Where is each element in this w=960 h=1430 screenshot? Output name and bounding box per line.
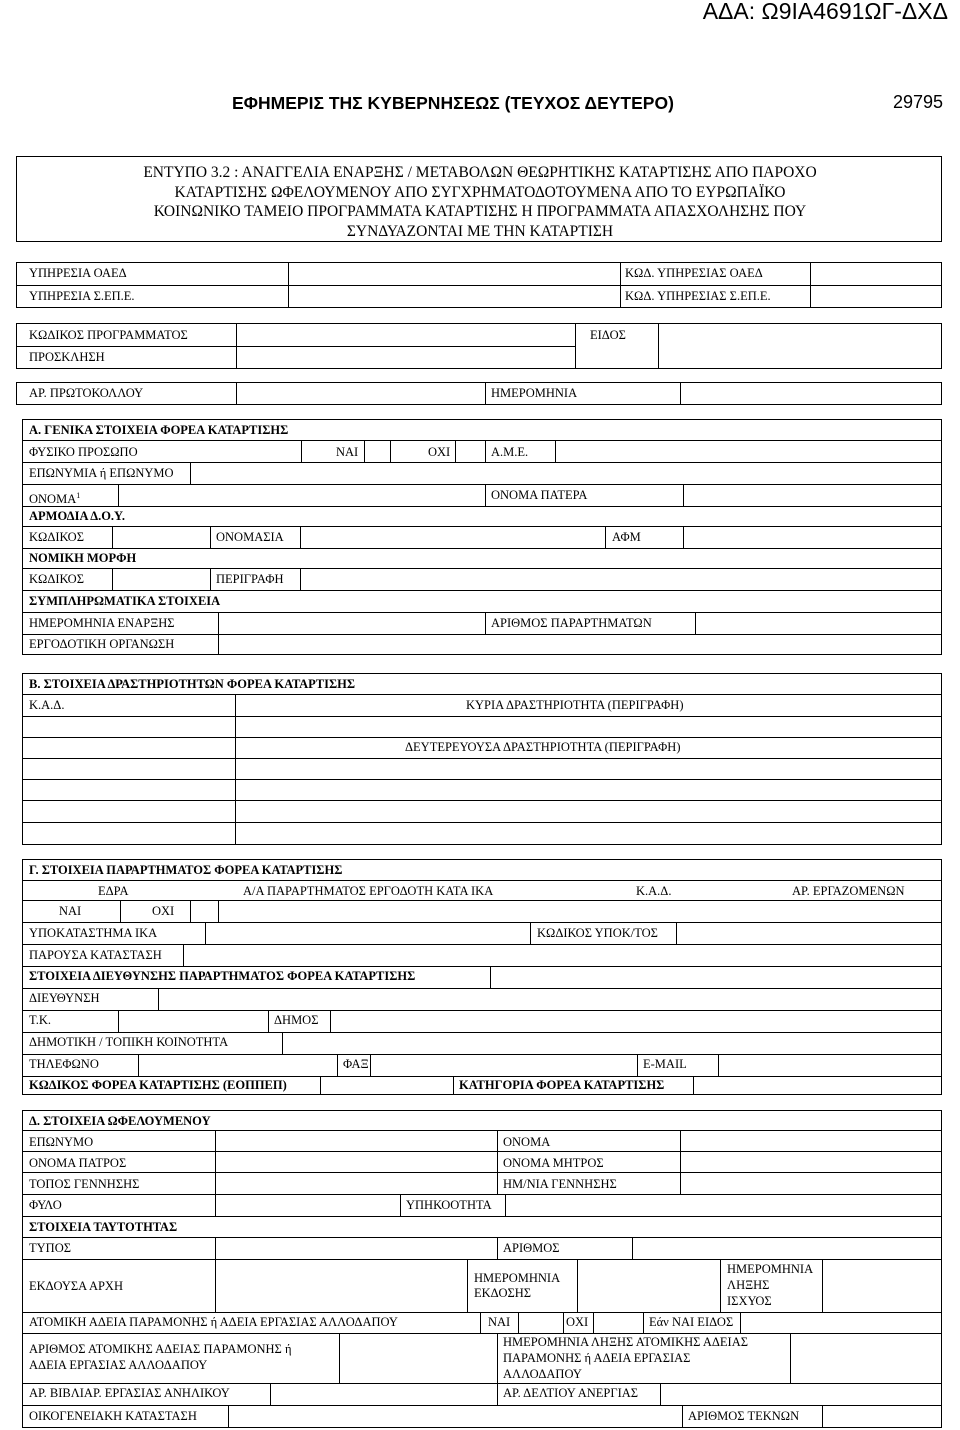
invitation-field[interactable]: [238, 348, 574, 368]
name-field[interactable]: [681, 1132, 939, 1150]
father-label: ΟΝΟΜΑ ΠΑΤΡΟΣ: [29, 1156, 127, 1170]
legal-form-description-label: ΠΕΡΙΓΡΑΦΗ: [216, 572, 284, 586]
tax-office-code-label: ΚΩΔΙΚΟΣ: [29, 530, 84, 544]
birthdate-label: ΗΜ/ΝΙΑ ΓΕΝΝΗΣΗΣ: [503, 1177, 617, 1191]
issue-date-label-2: ΕΚΔΟΣΗΣ: [474, 1286, 532, 1300]
unemployment-card-label: ΑΡ. ΔΕΛΤΙΟΥ ΑΝΕΡΓΙΑΣ: [503, 1386, 639, 1400]
permit-yes-label: ΝΑΙ: [488, 1315, 511, 1329]
kad-label: Κ.Α.Δ.: [29, 698, 65, 712]
provider-code-field[interactable]: [321, 1078, 452, 1094]
issue-date-field[interactable]: [578, 1261, 719, 1310]
expiry-date-label-2: ΛΗΞΗΣ: [727, 1278, 770, 1292]
address-label: ΔΙΕΥΘΥΝΣΗ: [29, 991, 100, 1005]
hq-yes-checkbox[interactable]: [121, 902, 189, 920]
footnote-marker: 1: [76, 491, 81, 500]
code-oaed-field[interactable]: [812, 265, 940, 283]
protocol-date-field[interactable]: [682, 384, 940, 403]
start-date-field[interactable]: [219, 614, 484, 632]
issuing-authority-field[interactable]: [216, 1261, 466, 1310]
secondary-activity-label: ΔΕΥΤΕΡΕΥΟΥΣΑ ΔΡΑΣΤΗΡΙΟΤΗΤΑ (ΠΕΡΙΓΡΑΦΗ): [405, 740, 681, 754]
nationality-label: ΥΠΗΚΟΟΤΗΤΑ: [406, 1198, 492, 1212]
service-oaed-field[interactable]: [290, 265, 618, 283]
minor-work-book-field[interactable]: [271, 1385, 496, 1403]
page-number: 29795: [893, 92, 944, 112]
children-count-label: ΑΡΙΘΜΟΣ ΤΕΚΝΩΝ: [688, 1409, 800, 1423]
permit-expiry-field[interactable]: [791, 1335, 939, 1381]
protocol-date-label: ΗΜΕΡΟΜΗΝΙΑ: [491, 386, 578, 400]
tax-office-name-label: ΟΝΟΜΑΣΙΑ: [216, 530, 284, 544]
service-sepe-field[interactable]: [290, 288, 618, 306]
status-label: ΠΑΡΟΥΣΑ ΚΑΤΑΣΤΑΣΗ: [29, 948, 162, 962]
unemployment-card-field[interactable]: [661, 1385, 939, 1403]
mother-field[interactable]: [681, 1153, 939, 1171]
permit-label: ΑΤΟΜΙΚΗ ΑΔΕΙΑ ΠΑΡΑΜΟΝΗΣ ή ΑΔΕΙΑ ΕΡΓΑΣΙΑΣ ΑΛΛΟΔΑΠΟΥ: [29, 1315, 398, 1329]
id-number-label: ΑΡΙΘΜΟΣ: [503, 1241, 560, 1255]
permit-type-label: Εάν ΝΑΙ ΕΙΔΟΣ: [649, 1315, 734, 1329]
municipality-field[interactable]: [331, 1012, 939, 1030]
postcode-label: Τ.Κ.: [29, 1013, 51, 1027]
invitation-label: ΠΡΟΣΚΛΗΣΗ: [29, 350, 105, 364]
provider-category-field[interactable]: [694, 1078, 939, 1094]
mother-label: ΟΝΟΜΑ ΜΗΤΡΟΣ: [503, 1156, 604, 1170]
family-status-field[interactable]: [229, 1407, 681, 1426]
code-sepe-label: ΚΩΔ. ΥΠΗΡΕΣΙΑΣ Σ.ΕΠ.Ε.: [625, 289, 771, 303]
id-type-field[interactable]: [216, 1239, 496, 1257]
branch-kad-label: Κ.Α.Δ.: [636, 884, 672, 898]
program-code-field[interactable]: [238, 325, 574, 345]
hq-yes-label: ΝΑΙ: [59, 904, 82, 918]
permit-number-label-1: ΑΡΙΘΜΟΣ ΑΤΟΜΙΚΗΣ ΑΔΕΙΑΣ ΠΑΡΑΜΟΝΗΣ ή: [29, 1342, 292, 1356]
branch-count-field[interactable]: [696, 614, 939, 632]
hq-label: ΕΔΡΑ: [98, 884, 129, 898]
natural-person-no-checkbox[interactable]: [456, 442, 484, 460]
first-name-text: ΟΝΟΜΑ: [29, 492, 77, 507]
form-title-line-3: ΚΟΙΝΩΝΙΚΟ ΤΑΜΕΙΟ ΠΡΟΓΡΑΜΜΑΤΑ ΚΑΤΑΡΤΙΣΗΣ Η ΠΡΟΓΡΑΜΜΑΤΑ ΑΠΑΣΧΟΛΗΣΗΣ ΠΟΥ: [153, 203, 807, 220]
ika-branch-field[interactable]: [206, 924, 529, 942]
natural-person-label: ΦΥΣΙΚΟ ΠΡΟΣΩΠΟ: [29, 445, 138, 459]
ada-code: ΑΔΑ: Ω9ΙΑ4691ΩΓ-ΔΧΔ: [702, 0, 948, 24]
branch-number-label: Α/Α ΠΑΡΑΡΤΗΜΑΤΟΣ ΕΡΓΟΔΟΤΗ ΚΑΤΑ ΙΚΑ: [243, 884, 494, 898]
gazette-title: ΕΦΗΜΕΡΙΣ ΤΗΣ ΚΥΒΕΡΝΗΣΕΩΣ (ΤΕΥΧΟΣ ΔΕΥΤΕΡΟ): [232, 93, 674, 113]
section-c-title: Γ. ΣΤΟΙΧΕΙΑ ΠΑΡΑΡΤΗΜΑΤΟΣ ΦΟΡΕΑ ΚΑΤΑΡΤΙΣΗΣ: [29, 863, 343, 877]
birthplace-field[interactable]: [216, 1174, 496, 1192]
permit-no-checkbox[interactable]: [594, 1314, 642, 1331]
code-sepe-field[interactable]: [812, 288, 940, 306]
tax-office-label: ΑΡΜΟΔΙΑ Δ.Ο.Υ.: [29, 509, 126, 523]
id-title: ΣΤΟΙΧΕΙΑ ΤΑΥΤΟΤΗΤΑΣ: [29, 1220, 178, 1234]
company-name-label: ΕΠΩΝΥΜΙΑ ή ΕΠΩΝΥΜΟ: [29, 466, 174, 480]
status-field[interactable]: [184, 946, 939, 964]
program-code-label: ΚΩΔΙΚΟΣ ΠΡΟΓΡΑΜΜΑΤΟΣ: [29, 328, 188, 342]
email-field[interactable]: [719, 1056, 939, 1074]
employer-org-field[interactable]: [219, 636, 939, 653]
permit-number-field[interactable]: [340, 1335, 496, 1381]
branch-count-label: ΑΡΙΘΜΟΣ ΠΑΡΑΡΤΗΜΑΤΩΝ: [491, 616, 652, 630]
name-label: ΟΝΟΜΑ: [503, 1135, 551, 1149]
service-sepe-label: ΥΠΗΡΕΣΙΑ Σ.ΕΠ.Ε.: [29, 289, 135, 303]
form-title-line-4: ΣΥΝΔΥΑΖΟΝΤΑΙ ΜΕ ΤΗΝ ΚΑΤΑΡΤΙΣΗ: [346, 223, 614, 240]
issue-date-label-1: ΗΜΕΡΟΜΗΝΙΑ: [474, 1271, 561, 1285]
section-b-title: Β. ΣΤΟΙΧΕΙΑ ΔΡΑΣΤΗΡΙΟΤΗΤΩΝ ΦΟΡΕΑ ΚΑΤΑΡΤΙΣΗΣ: [29, 677, 356, 691]
father-name-field[interactable]: [684, 486, 939, 504]
phone-label: ΤΗΛΕΦΩΝΟ: [29, 1057, 99, 1071]
legal-form-code-field[interactable]: [113, 570, 209, 588]
address-field[interactable]: [159, 990, 939, 1008]
id-type-label: ΤΥΠΟΣ: [29, 1241, 71, 1255]
ame-label: Α.Μ.Ε.: [491, 445, 529, 459]
surname-field[interactable]: [216, 1132, 496, 1150]
company-name-field[interactable]: [191, 464, 939, 482]
permit-expiry-label-2: ΠΑΡΑΜΟΝΗΣ ή ΑΔΕΙΑ ΕΡΓΑΣΙΑΣ: [503, 1351, 691, 1365]
nationality-field[interactable]: [506, 1196, 939, 1214]
gender-label: ΦΥΛΟ: [29, 1198, 62, 1212]
natural-person-yes-checkbox[interactable]: [365, 442, 389, 460]
fax-label: ΦΑΞ: [343, 1057, 369, 1071]
expiry-date-label-3: ΙΣΧΥΟΣ: [727, 1294, 772, 1308]
type-field[interactable]: [660, 325, 940, 367]
hq-no-label: ΟΧΙ: [152, 904, 175, 918]
hq-no-checkbox[interactable]: [191, 902, 217, 920]
phone-field[interactable]: [139, 1056, 336, 1074]
permit-type-field[interactable]: [741, 1314, 939, 1331]
section-d-title: Δ. ΣΤΟΙΧΕΙΑ ΩΦΕΛΟΥΜΕΝΟΥ: [29, 1114, 211, 1128]
children-count-field[interactable]: [823, 1407, 939, 1426]
permit-no-label: ΟΧΙ: [566, 1315, 589, 1329]
id-number-field[interactable]: [633, 1239, 939, 1257]
type-label: ΕΙΔΟΣ: [590, 328, 626, 342]
gender-field[interactable]: [216, 1196, 399, 1214]
surname-label: ΕΠΩΝΥΜΟ: [29, 1135, 94, 1149]
birthdate-field[interactable]: [681, 1174, 939, 1192]
legal-form-code-label: ΚΩΔΙΚΟΣ: [29, 572, 84, 586]
father-name-label: ΟΝΟΜΑ ΠΑΤΕΡΑ: [491, 488, 588, 502]
service-oaed-label: ΥΠΗΡΕΣΙΑ ΟΑΕΔ: [29, 266, 127, 280]
father-field[interactable]: [216, 1153, 496, 1171]
tax-office-code-field[interactable]: [113, 528, 209, 546]
permit-expiry-label-3: ΑΛΛΟΔΑΠΟΥ: [503, 1367, 582, 1381]
ame-field[interactable]: [556, 442, 940, 460]
afm-field[interactable]: [684, 528, 939, 546]
permit-yes-checkbox[interactable]: [519, 1314, 562, 1331]
supplementary-label: ΣΥΜΠΛΗΡΩΜΑΤΙΚΑ ΣΤΟΙΧΕΙΑ: [29, 594, 221, 608]
provider-code-label: ΚΩΔΙΚΟΣ ΦΟΡΕΑ ΚΑΤΑΡΤΙΣΗΣ (ΕΟΠΠΕΠ): [29, 1078, 287, 1092]
municipality-label: ΔΗΜΟΣ: [274, 1013, 319, 1027]
first-name-field[interactable]: [119, 486, 484, 504]
permit-expiry-label-1: ΗΜΕΡΟΜΗΝΙΑ ΛΗΞΗΣ ΑΤΟΜΙΚΗΣ ΑΔΕΙΑΣ: [503, 1335, 749, 1349]
natural-person-no-label: ΟΧΙ: [428, 445, 451, 459]
birthplace-label: ΤΟΠΟΣ ΓΕΝΝΗΣΗΣ: [29, 1177, 140, 1191]
tax-office-name-field[interactable]: [301, 528, 604, 546]
expiry-date-label-1: ΗΜΕΡΟΜΗΝΙΑ: [727, 1262, 814, 1276]
branch-address-title: ΣΤΟΙΧΕΙΑ ΔΙΕΥΘΥΝΣΗΣ ΠΑΡΑΡΤΗΜΑΤΟΣ ΦΟΡΕΑ ΚΑΤΑΡΤΙΣΗΣ: [29, 969, 416, 983]
email-label: E-MAIL: [643, 1057, 687, 1071]
minor-work-book-label: ΑΡ. ΒΙΒΛΙΑΡ. ΕΡΓΑΣΙΑΣ ΑΝΗΛΙΚΟΥ: [29, 1386, 230, 1400]
community-field[interactable]: [283, 1034, 939, 1052]
first-name-label: [29, 488, 80, 507]
fax-field[interactable]: [371, 1056, 636, 1074]
permit-number-label-2: ΑΔΕΙΑ ΕΡΓΑΣΙΑΣ ΑΛΛΟΔΑΠΟΥ: [29, 1358, 208, 1372]
family-status-label: ΟΙΚΟΓΕΝΕΙΑΚΗ ΚΑΤΑΣΤΑΣΗ: [29, 1409, 197, 1423]
expiry-date-field[interactable]: [823, 1261, 939, 1310]
kad-field[interactable]: [23, 718, 234, 736]
section-a-title: Α. ΓΕΝΙΚΑ ΣΤΟΙΧΕΙΑ ΦΟΡΕΑ ΚΑΤΑΡΤΙΣΗΣ: [29, 423, 289, 437]
legal-form-description-field[interactable]: [301, 570, 939, 588]
form-title-line-1: ΕΝΤΥΠΟ 3.2 : ΑΝΑΓΓΕΛΙΑ ΕΝΑΡΞΗΣ / ΜΕΤΑΒΟΛΩΝ ΘΕΩΡΗΤΙΚΗΣ ΚΑΤΑΡΤΙΣΗΣ ΑΠΟ ΠΑΡΟΧΟ: [143, 164, 817, 181]
main-activity-field[interactable]: [236, 718, 940, 736]
postcode-field[interactable]: [119, 1012, 267, 1030]
main-activity-label: ΚΥΡΙΑ ΔΡΑΣΤΗΡΙΟΤΗΤΑ (ΠΕΡΙΓΡΑΦΗ): [466, 698, 684, 712]
natural-person-yes-label: ΝΑΙ: [336, 445, 359, 459]
ika-code-label: ΚΩΔΙΚΟΣ ΥΠΟΚ/ΤΟΣ: [537, 926, 658, 940]
code-oaed-label: ΚΩΔ. ΥΠΗΡΕΣΙΑΣ ΟΑΕΔ: [625, 266, 763, 280]
legal-form-label: ΝΟΜΙΚΗ ΜΟΡΦΗ: [29, 551, 137, 565]
employees-count-label: ΑΡ. ΕΡΓΑΖΟΜΕΝΩΝ: [792, 884, 905, 898]
secondary-activity-field[interactable]: [236, 760, 940, 778]
ika-branch-label: ΥΠΟΚΑΤΑΣΤΗΜΑ ΙΚΑ: [29, 926, 158, 940]
protocol-number-label: ΑΡ. ΠΡΩΤΟΚΟΛΛΟΥ: [29, 386, 144, 400]
ika-code-field[interactable]: [677, 924, 939, 942]
afm-label: ΑΦΜ: [612, 530, 641, 544]
protocol-number-field[interactable]: [238, 384, 484, 403]
community-label: ΔΗΜΟΤΙΚΗ / ΤΟΠΙΚΗ ΚΟΙΝΟΤΗΤΑ: [29, 1035, 229, 1049]
issuing-authority-label: ΕΚΔΟΥΣΑ ΑΡΧΗ: [29, 1279, 123, 1293]
employer-org-label: ΕΡΓΟΔΟΤΙΚΗ ΟΡΓΑΝΩΣΗ: [29, 637, 175, 651]
start-date-label: ΗΜΕΡΟΜΗΝΙΑ ΕΝΑΡΞΗΣ: [29, 616, 175, 630]
provider-category-label: ΚΑΤΗΓΟΡΙΑ ΦΟΡΕΑ ΚΑΤΑΡΤΙΣΗΣ: [459, 1078, 665, 1092]
form-title-line-2: ΚΑΤΑΡΤΙΣΗΣ ΩΦΕΛΟΥΜΕΝΟΥ ΑΠΟ ΣΥΓΧΡΗΜΑΤΟΔΟΤΟΥΜΕΝΑ ΑΠΟ ΤΟ ΕΥΡΩΠΑΪΚΟ: [174, 184, 786, 201]
